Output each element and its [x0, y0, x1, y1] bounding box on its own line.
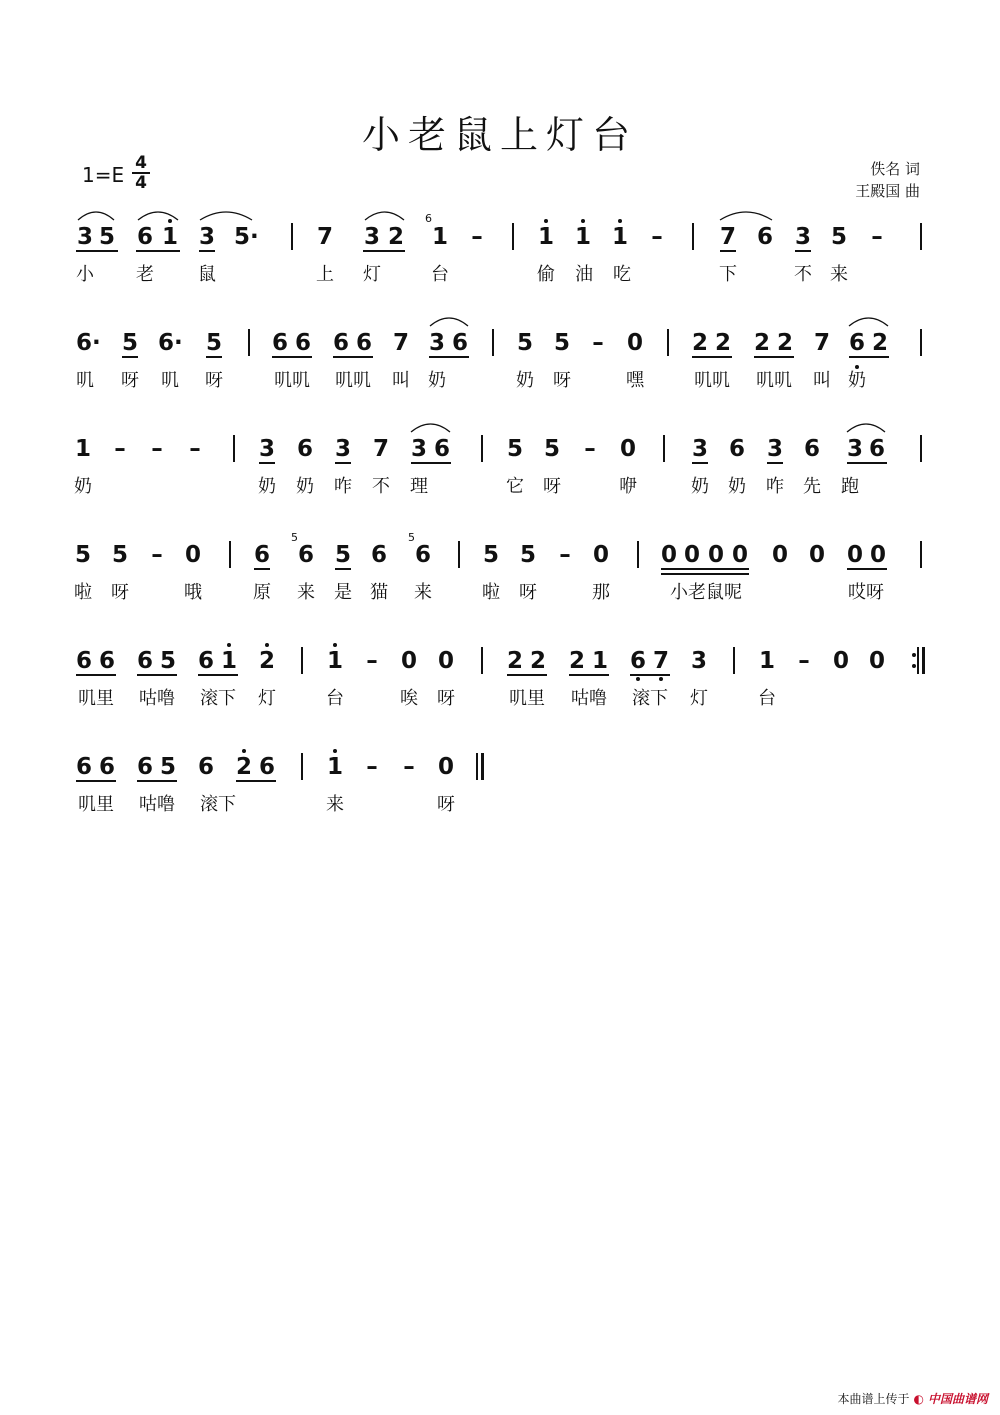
- lyric: 小老鼠呢: [670, 582, 742, 603]
- note: 5·: [234, 224, 259, 250]
- barline: [301, 647, 303, 674]
- note: 7: [813, 330, 830, 356]
- note: 2: [871, 330, 888, 356]
- lyric: 呀: [543, 476, 561, 497]
- underline: [661, 568, 749, 570]
- note: 1: [611, 224, 628, 250]
- underline: [429, 356, 469, 358]
- lyric: 叽: [76, 370, 94, 391]
- underline: [720, 250, 736, 252]
- lyric: 唉: [400, 688, 418, 709]
- lyric: 啦: [74, 582, 92, 603]
- high-dot: [544, 219, 548, 223]
- note: –: [151, 436, 163, 462]
- lyric: 理: [410, 476, 428, 497]
- note: 0: [437, 754, 454, 780]
- lyric: 来: [414, 582, 432, 603]
- note: 5: [553, 330, 570, 356]
- lyric: 上: [316, 264, 334, 285]
- note: 6: [197, 754, 214, 780]
- lyric: 灯: [363, 264, 381, 285]
- high-dot: [618, 219, 622, 223]
- note: 6·: [76, 330, 101, 356]
- underline: [335, 568, 351, 570]
- barline: [920, 541, 922, 568]
- barline: [492, 329, 494, 356]
- note: 0: [846, 542, 863, 568]
- note: 6: [332, 330, 349, 356]
- lyric: 奶: [428, 370, 446, 391]
- barline: [512, 223, 514, 250]
- note: 6: [136, 754, 153, 780]
- slur: [847, 424, 885, 432]
- lyric: 叽里: [509, 688, 545, 709]
- note: 1: [326, 648, 343, 674]
- note: 6: [297, 542, 314, 568]
- note: 6·: [158, 330, 183, 356]
- note: –: [592, 330, 604, 356]
- note: 2: [387, 224, 404, 250]
- underline: [507, 674, 547, 676]
- lyric: 先: [803, 476, 821, 497]
- lyric: 滚下: [200, 688, 236, 709]
- page-title: 小老鼠上灯台: [361, 113, 638, 157]
- note: 3: [258, 436, 275, 462]
- note: –: [366, 648, 378, 674]
- underline: [847, 568, 887, 570]
- barline: [458, 541, 460, 568]
- underline: [76, 674, 116, 676]
- note: 3: [690, 648, 707, 674]
- slur: [200, 212, 252, 220]
- time-numerator: 4: [135, 153, 147, 173]
- barline: [920, 329, 922, 356]
- barline: [692, 223, 694, 250]
- high-dot: [333, 749, 337, 753]
- footer-text: 本曲谱上传于: [837, 1392, 910, 1406]
- repeat-dot: [912, 664, 916, 668]
- high-dot: [242, 749, 246, 753]
- underline: [76, 250, 118, 252]
- lyric: 叽: [161, 370, 179, 391]
- note: 6: [433, 436, 450, 462]
- underline: [795, 250, 811, 252]
- lyric: 台: [758, 688, 776, 709]
- footer: [837, 1390, 988, 1407]
- note: –: [651, 224, 663, 250]
- lyric: 叫: [813, 370, 831, 391]
- note: 5: [121, 330, 138, 356]
- note: 6: [75, 648, 92, 674]
- note: 2: [568, 648, 585, 674]
- note: 3: [198, 224, 215, 250]
- note: 0: [731, 542, 748, 568]
- lyric: 咿: [619, 476, 637, 497]
- lyric: 跑: [841, 476, 859, 497]
- note: 2: [691, 330, 708, 356]
- note: 0: [683, 542, 700, 568]
- lyricist-credit: 佚名 词: [870, 160, 920, 178]
- slur: [849, 318, 888, 326]
- time-denominator: 4: [135, 173, 147, 193]
- final-barline: [476, 753, 484, 780]
- lyric: 咋: [766, 476, 784, 497]
- lyric: 叽叽: [274, 370, 310, 391]
- lyric: 呀: [553, 370, 571, 391]
- slur: [138, 212, 178, 220]
- note: 6: [370, 542, 387, 568]
- note: 2: [235, 754, 252, 780]
- lyric: 叫: [392, 370, 410, 391]
- barline: [733, 647, 735, 674]
- lyric: 滚下: [200, 794, 236, 815]
- note: 6: [728, 436, 745, 462]
- note: 3: [410, 436, 427, 462]
- lyric: 呀: [519, 582, 537, 603]
- note: 7: [719, 224, 736, 250]
- lyric: 台: [326, 688, 344, 709]
- slur: [720, 212, 772, 220]
- barline: [229, 541, 231, 568]
- barline: [920, 435, 922, 462]
- note: 0: [808, 542, 825, 568]
- note: –: [189, 436, 201, 462]
- high-dot: [581, 219, 585, 223]
- note: 2: [753, 330, 770, 356]
- site-name[interactable]: 中国曲谱网: [927, 1392, 988, 1406]
- note: 5: [830, 224, 847, 250]
- note: –: [403, 754, 415, 780]
- lyric: 呀: [111, 582, 129, 603]
- barline: [637, 541, 639, 568]
- underline: [76, 780, 116, 782]
- note: 3: [334, 436, 351, 462]
- repeat-barline: [917, 647, 925, 674]
- underline: [754, 356, 794, 358]
- lyric: 呀: [205, 370, 223, 391]
- note: –: [114, 436, 126, 462]
- low-dot: [855, 365, 859, 369]
- note: 0: [400, 648, 417, 674]
- underline: [259, 462, 275, 464]
- note: 1: [574, 224, 591, 250]
- lyric: 咋: [334, 476, 352, 497]
- note: 1: [161, 224, 178, 250]
- note: 0: [868, 648, 885, 674]
- underline: [333, 356, 373, 358]
- lyric: 奶: [74, 476, 92, 497]
- lyric: 啦: [482, 582, 500, 603]
- underline: [847, 462, 887, 464]
- note: 2: [776, 330, 793, 356]
- underline: [206, 356, 222, 358]
- barline: [481, 647, 483, 674]
- note: 1: [74, 436, 91, 462]
- note: 6: [136, 224, 153, 250]
- note: 6: [136, 648, 153, 674]
- note: 5: [159, 648, 176, 674]
- slur: [365, 212, 404, 220]
- lyric: 呀: [121, 370, 139, 391]
- note: 0: [619, 436, 636, 462]
- note: 2: [506, 648, 523, 674]
- note: 3: [428, 330, 445, 356]
- note: 2: [714, 330, 731, 356]
- note: 5: [159, 754, 176, 780]
- note: 6: [98, 648, 115, 674]
- lyric: 来: [830, 264, 848, 285]
- lyric: 奶: [516, 370, 534, 391]
- underline: [661, 573, 749, 575]
- note: 6: [296, 436, 313, 462]
- high-dot: [265, 643, 269, 647]
- note: 6: [414, 542, 431, 568]
- grace-note: 6: [425, 212, 432, 225]
- underline: [411, 462, 451, 464]
- underline: [692, 462, 708, 464]
- note: 3: [766, 436, 783, 462]
- note: 3: [363, 224, 380, 250]
- lyric: 不: [794, 264, 812, 285]
- underline: [136, 250, 180, 252]
- note: –: [584, 436, 596, 462]
- lyric: 叽里: [78, 794, 114, 815]
- lyric: 嘿: [626, 370, 644, 391]
- note: 3: [691, 436, 708, 462]
- lyric: 台: [431, 264, 449, 285]
- lyric: 老: [136, 264, 154, 285]
- note: 2: [529, 648, 546, 674]
- note: 5: [111, 542, 128, 568]
- low-dot: [636, 677, 640, 681]
- note: 5: [506, 436, 523, 462]
- grace-note: 5: [408, 531, 415, 544]
- underline: [122, 356, 138, 358]
- note: 7: [316, 224, 333, 250]
- lyric: 呀: [437, 688, 455, 709]
- lyric: 咕噜: [139, 794, 175, 815]
- note: –: [798, 648, 810, 674]
- lyric: 下: [719, 264, 737, 285]
- lyric: 奶: [258, 476, 276, 497]
- note: 0: [184, 542, 201, 568]
- note: 3: [846, 436, 863, 462]
- underline: [767, 462, 783, 464]
- high-dot: [227, 643, 231, 647]
- note: 6: [848, 330, 865, 356]
- lyric: 奶: [728, 476, 746, 497]
- lyric: 奶: [848, 370, 866, 391]
- lyric: 奶: [296, 476, 314, 497]
- lyric: 哦: [184, 582, 202, 603]
- lyric: 叽叽: [694, 370, 730, 391]
- barline: [248, 329, 250, 356]
- note: –: [471, 224, 483, 250]
- lyric: 鼠: [198, 264, 216, 285]
- underline: [569, 674, 609, 676]
- note: 7: [652, 648, 669, 674]
- note: 5: [205, 330, 222, 356]
- underline: [236, 780, 276, 782]
- note: 1: [326, 754, 343, 780]
- barline: [663, 435, 665, 462]
- slur: [78, 212, 114, 220]
- lyric: 叽叽: [756, 370, 792, 391]
- lyric: 小: [76, 264, 94, 285]
- note: 5: [482, 542, 499, 568]
- note: 1: [220, 648, 237, 674]
- note: 5: [543, 436, 560, 462]
- slur: [411, 424, 450, 432]
- underline: [692, 356, 732, 358]
- note: 6: [868, 436, 885, 462]
- note: –: [366, 754, 378, 780]
- note: 5: [74, 542, 91, 568]
- barline: [291, 223, 293, 250]
- underline: [137, 674, 177, 676]
- note: –: [871, 224, 883, 250]
- lyric: 那: [592, 582, 610, 603]
- grace-note: 5: [291, 531, 298, 544]
- note: 1: [431, 224, 448, 250]
- underline: [630, 674, 670, 676]
- barline: [920, 223, 922, 250]
- lyric: 滚下: [632, 688, 668, 709]
- lyric: 灯: [690, 688, 708, 709]
- lyric: 偷油吃: [537, 264, 651, 285]
- high-dot: [333, 643, 337, 647]
- lyric: 猫: [370, 582, 388, 603]
- note: 6: [756, 224, 773, 250]
- note: 0: [707, 542, 724, 568]
- high-dot: [168, 219, 172, 223]
- underline: [254, 568, 270, 570]
- note: 6: [75, 754, 92, 780]
- barline: [233, 435, 235, 462]
- note: 6: [258, 754, 275, 780]
- note: 0: [592, 542, 609, 568]
- lyric: 灯: [258, 688, 276, 709]
- note: 5: [519, 542, 536, 568]
- lyric: 奶: [691, 476, 709, 497]
- underline: [849, 356, 889, 358]
- note: 6: [294, 330, 311, 356]
- underline: [198, 674, 238, 676]
- composer-credit: 王殿国 曲: [855, 182, 920, 200]
- note: 6: [197, 648, 214, 674]
- note: 0: [437, 648, 454, 674]
- key-signature: 1=E: [82, 163, 125, 187]
- note: 5: [334, 542, 351, 568]
- note: 6: [271, 330, 288, 356]
- site-logo-icon: ◐: [913, 1391, 924, 1406]
- note: 0: [869, 542, 886, 568]
- note: 6: [253, 542, 270, 568]
- lyric: 哎呀: [848, 582, 884, 603]
- underline: [137, 780, 177, 782]
- lyric: 咕噜: [571, 688, 607, 709]
- note: 3: [76, 224, 93, 250]
- note: 6: [98, 754, 115, 780]
- lyric: 它: [506, 476, 524, 497]
- lyric: 来: [297, 582, 315, 603]
- repeat-dot: [912, 653, 916, 657]
- underline: [335, 462, 351, 464]
- note: 6: [355, 330, 372, 356]
- underline: [363, 250, 405, 252]
- lyric: 来: [326, 794, 344, 815]
- underline: [199, 250, 215, 252]
- lyric: 原: [253, 582, 271, 603]
- note: 7: [392, 330, 409, 356]
- note: 6: [451, 330, 468, 356]
- low-dot: [659, 677, 663, 681]
- note: 5: [98, 224, 115, 250]
- note: 0: [771, 542, 788, 568]
- note: 0: [832, 648, 849, 674]
- note: 6: [629, 648, 646, 674]
- underline: [272, 356, 312, 358]
- slur: [430, 318, 468, 326]
- note: 1: [591, 648, 608, 674]
- barline: [301, 753, 303, 780]
- note: 2: [258, 648, 275, 674]
- barline: [667, 329, 669, 356]
- lyric: 叽里: [78, 688, 114, 709]
- barline: [481, 435, 483, 462]
- note: 1: [758, 648, 775, 674]
- lyric: 不: [372, 476, 390, 497]
- note: –: [559, 542, 571, 568]
- lyric: 叽叽: [335, 370, 371, 391]
- note: 1: [537, 224, 554, 250]
- note: 7: [372, 436, 389, 462]
- lyric: 是: [334, 582, 352, 603]
- lyric: 呀: [437, 794, 455, 815]
- lyric: 咕噜: [139, 688, 175, 709]
- note: 6: [803, 436, 820, 462]
- note: 0: [626, 330, 643, 356]
- note: 3: [794, 224, 811, 250]
- note: –: [151, 542, 163, 568]
- note: 0: [660, 542, 677, 568]
- note: 5: [516, 330, 533, 356]
